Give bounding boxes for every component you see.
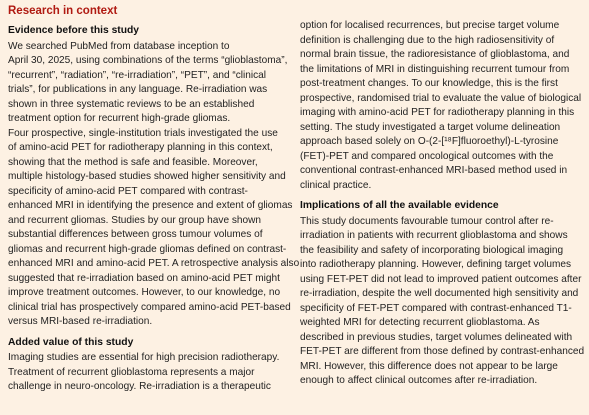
- text-line: into radiotherapy planning. However, defining target volumes: [300, 259, 572, 270]
- text-line: Imaging studies are essential for high precision radiotherapy.: [8, 352, 280, 363]
- text-line: trials”, for publications in any language. Re-irradiation was: [8, 84, 268, 95]
- text-line: approach based solely on O-(2-[¹⁸F]fluoroethyl)-L-tyrosine: [300, 136, 559, 147]
- evidence-heading: Evidence before this study: [8, 25, 140, 36]
- text-line: post-treatment changes. To our knowledge, this is the first: [300, 78, 558, 89]
- text-line: specificity of FET-PET compared with contrast-enhanced T1-: [300, 302, 572, 314]
- text-line: Four prospective, single-institution trials investigated the use: [8, 127, 278, 139]
- text-line: challenge in neuro-oncology. Re-irradiation is a therapeutic: [8, 381, 271, 392]
- text-line: suggested that re-irradiation based on amino-acid PET might: [8, 272, 280, 284]
- text-line: gliomas and recurrent high-grade gliomas defined on contrast-: [8, 243, 287, 255]
- text-line: setting. The study investigated a target volume delineation: [300, 121, 561, 133]
- text-line: irradiation in patients with recurrent glioblastoma and shows: [300, 230, 568, 241]
- text-line: re-irradiation, despite the well documented high sensitivity and: [300, 288, 579, 299]
- text-line: the feasibility and safety of incorporating biological imaging: [300, 244, 564, 256]
- left-column: [8, 24, 300, 395]
- text-line: and recurrent gliomas. Studies by our group have shown: [8, 214, 262, 226]
- text-line: We searched PubMed from database inception to: [8, 40, 230, 52]
- text-line: Treatment of recurrent glioblastoma represents a major: [8, 366, 255, 378]
- implications-paragraph: [300, 215, 583, 389]
- text-line: conventional contrast-enhanced MRI-based method used in: [300, 165, 568, 176]
- text-line: of amino-acid PET for radiotherapy planning in this context,: [8, 142, 273, 153]
- evidence-paragraph: [8, 40, 300, 330]
- text-line: multiple histology-based studies showed higher sensitivity and: [8, 171, 286, 182]
- text-line: FET-PET are different from those defined by contrast-enhanced: [300, 346, 585, 357]
- text-line: described in previous studies, target volumes delineated with: [300, 331, 573, 343]
- text-line: enhanced MRI and amino-acid PET. A retrospective analysis also: [8, 258, 300, 269]
- text-line: prospective, randomised trial to evaluate the value of biological: [300, 92, 582, 104]
- text-line: weighted MRI for detecting recurrent glioblastoma. As: [300, 317, 540, 328]
- text-line: clinical trial has prospectively compared amino-acid PET-based: [8, 301, 291, 313]
- text-line: option for localised recurrences, but precise target volume: [300, 20, 560, 31]
- added-value-heading: Added value of this study: [8, 336, 134, 348]
- text-line: shown in three systematic reviews to be an established: [8, 98, 255, 110]
- text-line: normal brain tissue, the radioresistance of glioblastoma, and: [300, 49, 570, 60]
- text-line: versus MRI-based re-irradiation.: [8, 316, 153, 327]
- text-line: improve treatment outcomes. However, to our knowledge, no: [8, 287, 281, 298]
- text-line: showing that the method is safe and feasible. Moreover,: [8, 156, 258, 168]
- text-line: enough to affect clinical outcomes after re-irradiation.: [300, 375, 538, 386]
- text-line: treatment option for recurrent high-grade gliomas.: [8, 113, 231, 124]
- text-line: imaging with amino-acid PET for radiotherapy planning in this: [300, 107, 575, 118]
- text-line: specificity of amino-acid PET compared with contrast-: [8, 185, 248, 197]
- text-line: using FET-PET did not lead to improved patient outcomes after: [300, 273, 582, 285]
- text-line: MRI. However, this difference does not appear to be large: [300, 360, 558, 372]
- text-line: the limitations of MRI in distinguishing recurrent tumour from: [300, 63, 570, 75]
- implications-heading: Implications of all the available evidence: [300, 200, 499, 211]
- added-value-paragraph: [8, 351, 291, 395]
- added-value-continued-paragraph: [300, 19, 583, 193]
- text-line: enhanced MRI in identifying the presence and extent of gliomas: [8, 200, 293, 211]
- text-line: April 30, 2025, using combinations of the terms “glioblastoma”,: [8, 55, 288, 66]
- text-line: clinical practice.: [300, 179, 372, 191]
- right-column: [300, 19, 583, 389]
- text-line: definition is challenging due to the high radiosensitivity of: [300, 34, 555, 46]
- panel-title: Research in context: [8, 5, 118, 17]
- text-line: “recurrent”, “radiation”, “re-irradiation”, “PET”, and “clinical: [8, 69, 267, 81]
- text-line: (FET)-PET and compared oncological outcomes with the: [300, 150, 554, 162]
- text-line: This study documents favourable tumour control after re-: [300, 215, 554, 227]
- text-line: substantial differences between gross tumour volumes of: [8, 229, 263, 240]
